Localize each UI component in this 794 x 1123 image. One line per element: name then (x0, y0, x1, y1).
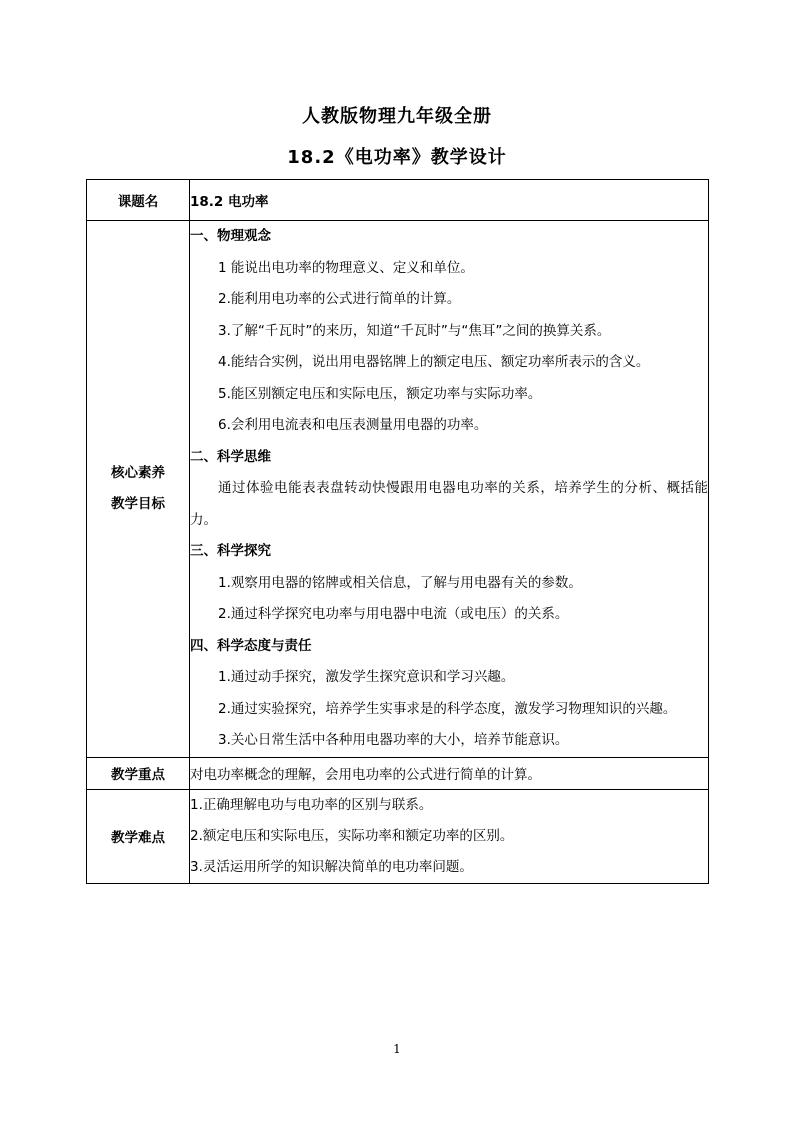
table-row-key-points (87, 757, 709, 789)
goal-item: 2.通过科学探究电功率与用电器中电流（或电压）的关系。 (218, 606, 569, 622)
difficulty-item: 3.灵活运用所学的知识解决简单的电功率问题。 (190, 858, 473, 875)
table-row-difficulties (87, 789, 709, 883)
goal-item: 5.能区别额定电压和实际电压，额定功率与实际功率。 (218, 385, 542, 402)
topic-value: 18.2 电功率 (190, 180, 709, 221)
goal-item: 1.观察用电器的铭牌或相关信息，了解与用电器有关的参数。 (218, 574, 582, 591)
goal-item: 3.关心日常生活中各种用电器功率的大小，培养节能意识。 (218, 732, 569, 748)
goals-label-line2: 教学目标 (111, 495, 165, 512)
document-subtitle: 18.2《电功率》教学设计 (287, 147, 507, 168)
table-row-topic (87, 180, 709, 221)
section-heading: 二、科学思维 (190, 448, 271, 465)
goal-item: 2.通过实验探究，培养学生实事求是的科学态度，激发学习物理知识的兴趣。 (218, 700, 677, 717)
difficulty-item: 2.额定电压和实际电压，实际功率和额定功率的区别。 (190, 827, 514, 844)
goal-item: 2.能利用电功率的公式进行简单的计算。 (218, 291, 461, 307)
section-heading: 四、科学态度与责任 (190, 637, 312, 654)
difficulties-content (190, 789, 709, 883)
topic-label: 课题名 (87, 180, 190, 221)
document-title: 人教版物理九年级全册 (302, 106, 492, 127)
page-number: 1 (393, 1042, 401, 1056)
goal-item: 6.会利用电流表和电压表测量用电器的功率。 (218, 417, 488, 433)
goal-item: 1 能说出电功率的物理意义、定义和单位。 (218, 259, 474, 276)
goal-item: 4.能结合实例，说出用电器铭牌上的额定电压、额定功率所表示的含义。 (218, 354, 650, 370)
goals-label (87, 221, 190, 758)
difficulty-item: 1.正确理解电功与电功率的区别与联系。 (190, 796, 433, 813)
goal-item: 通过体验电能表表盘转动快慢跟用电器电功率的关系，培养学生的分析、概括能力。 (190, 480, 708, 528)
section-heading: 三、科学探究 (190, 543, 271, 559)
goals-content (190, 221, 709, 758)
section-heading: 一、物理观念 (190, 228, 271, 244)
table-row-goals (87, 221, 709, 758)
goal-item: 3.了解“千瓦时”的来历，知道“千瓦时”与“焦耳”之间的换算关系。 (218, 322, 611, 339)
key-points-label: 教学重点 (87, 757, 190, 789)
lesson-plan-table (86, 179, 709, 884)
goal-item: 1.通过动手探究，激发学生探究意识和学习兴趣。 (218, 669, 515, 685)
key-points-value: 对电功率概念的理解，会用电功率的公式进行简单的计算。 (190, 757, 709, 789)
difficulties-label: 教学难点 (87, 789, 190, 883)
goals-label-line1: 核心素养 (111, 464, 165, 481)
